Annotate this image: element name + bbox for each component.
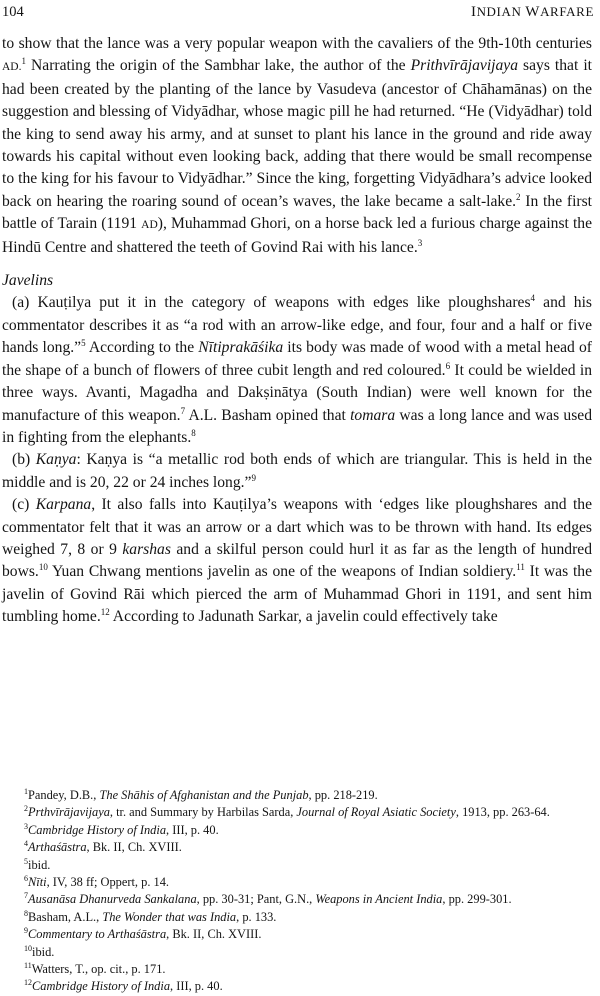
footnote: $^8$Basham, A.L., The Wonder that was India, p. 133. bbox=[24, 908, 277, 924]
footnote: $^6$Nīti, IV, 38 ff; Oppert, p. 14. bbox=[24, 874, 169, 890]
footnotes bbox=[2, 787, 594, 996]
footnote-ref: 4 bbox=[530, 293, 536, 304]
footnote: $^2$Prthvīrājavijaya, tr. and Summary by Harbilas Sarda, Journal of Royal Asiatic Society, 1913, pp. 263-64. bbox=[24, 804, 550, 820]
footnote: $^5$ibid. bbox=[24, 856, 51, 872]
footnote: $^{10}$ibid. bbox=[24, 943, 55, 959]
footnote: $^4$Arthaśāstra, Bk. II, Ch. XVIII. bbox=[24, 839, 182, 855]
footnote-ref: 7 bbox=[180, 405, 186, 416]
paragraph-javelin-c: (c) Karpana, It also falls into Kauṭilya’s weapons with ‘edges like ploughshares and the commentator felt that it was an arrow or a dart which was to be thrown with hand. Its edges weighed 7, 8 or 9 karshas and a skilful person could hurl it as far as the length of hundred bows.$^{10}$ Yuan Chwang mentions javelin as one of the weapons of Indian soldiery.$^{11}$ It was the javelin of Govind Rāi which pierced the arm of Muhammad Ghori in 1191, and sent him tumbling home.$^{12}$ According to Jadunath Sarkar, a javelin could effectively take bbox=[2, 496, 592, 626]
footnote: $^{11}$Watters, T., op. cit., p. 171. bbox=[24, 961, 166, 977]
footnote-ref: 6 bbox=[445, 360, 451, 371]
footnote-ref: 9 bbox=[251, 472, 256, 483]
footnote-ref: 5 bbox=[81, 338, 86, 349]
footnote-ref: 1 bbox=[21, 56, 26, 67]
page-number: 104 bbox=[2, 4, 24, 20]
footnote-ref: 3 bbox=[417, 237, 423, 248]
footnote-ref: 12 bbox=[100, 607, 110, 618]
footnote-ref: 2 bbox=[516, 191, 521, 202]
paragraph-javelin-b: (b) Kaṇya: Kaṇya is “a metallic rod both ends of which are triangular. This is held in the middle and is 20, 22 or 24 inches long.”$^9$ bbox=[2, 451, 592, 491]
footnote-ref: 11 bbox=[516, 562, 525, 573]
footnote-ref: 8 bbox=[191, 427, 196, 438]
section-heading: Javelins bbox=[2, 272, 54, 290]
footnote: $^1$Pandey, D.B., The Shāhis of Afghanistan and the Punjab, pp. 218-219. bbox=[24, 787, 378, 802]
footnote: $^3$Cambridge History of India, III, p. 40. bbox=[24, 821, 219, 837]
footnote: $^{12}$Cambridge History of India, III, p. 40. bbox=[24, 978, 223, 994]
footnote: $^7$Ausanāsa Dhanurveda Sankalana, pp. 30-31; Pant, G.N., Weapons in Ancient India, pp. 299-301. bbox=[24, 891, 512, 907]
footnote-ref: 10 bbox=[38, 562, 48, 573]
footnote: $^9$Commentary to Arthaśāstra, Bk. II, Ch. XVIII. bbox=[24, 926, 262, 942]
paragraph-javelin-a: (a) Kauṭilya put it in the category of weapons with edges like ploughshares$^4$ and his commentator describes it as “a rod with an arrow-like edge, and four, four and a half or five hands long.”$^5$ According to the Nītiprakāśika its body was made of wood with a metal head of the shape of a bunch of flowers of three cubit length and red coloured.$^6$ It could be wielded in three ways. Avanti, Magadha and Dakṣinātya (South Indian) were well known for the manufacture of this weapon.$^7$ A.L. Basham opined that tomara was a long lance and was used in fighting from the elephants.$^8$ bbox=[2, 293, 593, 446]
body-text bbox=[2, 33, 592, 629]
paragraph-lance: to show that the lance was a very popular weapon with the cavaliers of the 9th-10th centuries AD.$^1$ Narrating the origin of the Sambhar lake, the author of the Prithvīrājavijaya says that it had been created by the planting of the lance by Vasudeva (ancestor of Chāhamānas) on the suggestion and blessing of Vidyādhar, whose magic pill he had returned. “He (Vidyādhar) told the king to send away his army, and at sunset to plant his lance in the ground and ride away towards his capital without even looking back, adding that there would be small recompense to the king for his favour to Vidyādhar.” Since the king, forgetting Vidyādhara’s advice looked back on hearing the roaring sound of ocean’s waves, the lake became a salt-lake.$^2$ In the first battle of Tarain (1191 AD), Muhammad Ghori, on a horse back led a furious charge against the Hindū Centre and shattered the teeth of Govind Rai with his lance.$^3$ bbox=[2, 35, 593, 256]
page-header bbox=[2, 4, 594, 26]
running-head: INDIAN WARFARE bbox=[470, 4, 594, 20]
